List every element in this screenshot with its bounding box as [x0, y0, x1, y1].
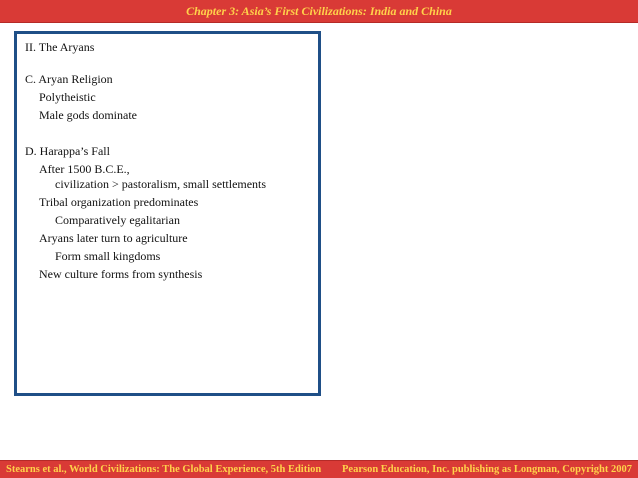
- footer-copyright: Pearson Education, Inc. publishing as Longman, Copyright 2007: [342, 464, 632, 475]
- outline-heading-aryans: II. The Aryans: [25, 40, 95, 54]
- outline-heading-religion: C. Aryan Religion: [25, 72, 113, 86]
- outline-item-tribal: Tribal organization predominates: [39, 195, 199, 209]
- outline-item-agriculture: Aryans later turn to agriculture: [39, 231, 188, 245]
- outline-item-male-gods: Male gods dominate: [39, 108, 137, 122]
- outline-subitem-civilization: civilization > pastoralism, small settlements: [55, 177, 267, 191]
- outline-heading-harappas-fall: D. Harappa’s Fall: [25, 144, 110, 158]
- outline-item-polytheistic: Polytheistic: [39, 90, 96, 104]
- chapter-title: Chapter 3: Asia’s First Civilizations: India and China: [186, 3, 452, 18]
- content-box: [14, 31, 321, 396]
- outline-subitem-kingdoms: Form small kingdoms: [55, 249, 161, 263]
- outline-subitem-egalitarian: Comparatively egalitarian: [55, 213, 180, 227]
- footer-bar: [0, 460, 638, 478]
- outline-item-after-1500: After 1500 B.C.E.,: [39, 162, 130, 176]
- header-bar: [0, 0, 638, 23]
- footer-citation: Stearns et al., World Civilizations: The Global Experience, 5th Edition: [6, 464, 322, 475]
- outline-item-synthesis: New culture forms from synthesis: [39, 267, 203, 281]
